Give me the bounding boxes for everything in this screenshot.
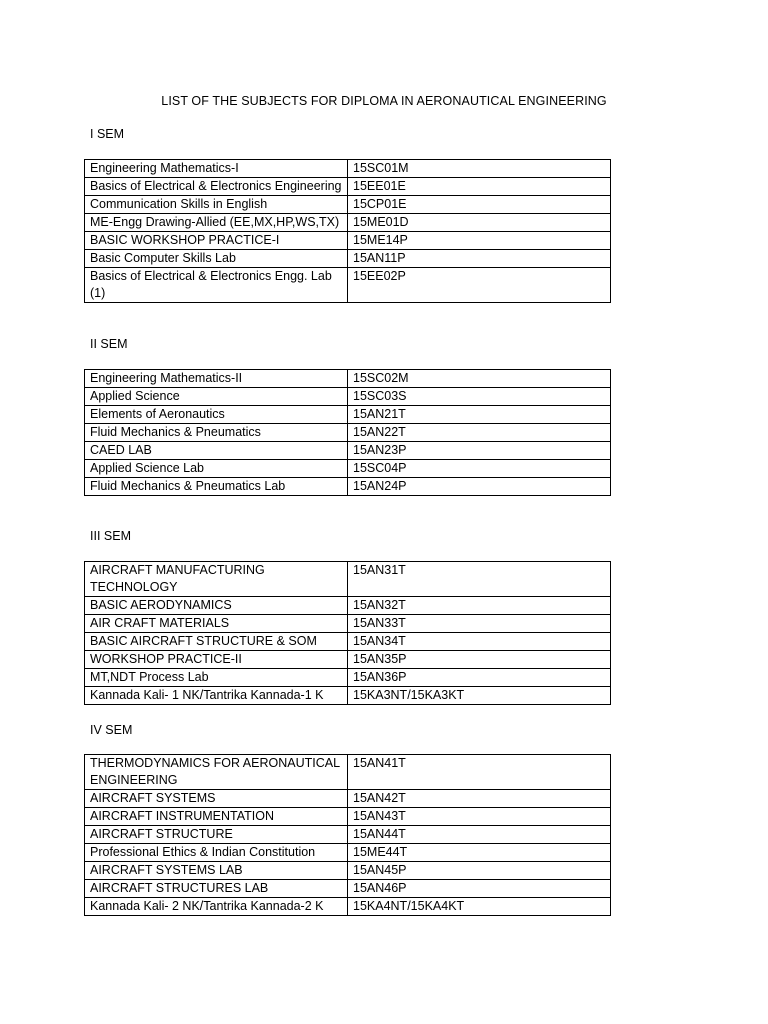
sem-3-table: [84, 561, 611, 705]
subject-cell: BASIC WORKSHOP PRACTICE-I: [85, 232, 348, 250]
subject-cell: AIRCRAFT STRUCTURE: [85, 826, 348, 844]
table-row: [85, 687, 611, 705]
page-title: LIST OF THE SUBJECTS FOR DIPLOMA IN AERONAUTICAL ENGINEERING: [161, 94, 607, 108]
code-cell: 15AN35P: [348, 651, 611, 669]
table-row: [85, 214, 611, 232]
subject-cell: Fluid Mechanics & Pneumatics: [85, 424, 348, 442]
subject-cell: Basic Computer Skills Lab: [85, 250, 348, 268]
table-row: [85, 160, 611, 178]
subject-cell: Applied Science: [85, 388, 348, 406]
table-row: [85, 898, 611, 916]
subject-cell: AIRCRAFT INSTRUMENTATION: [85, 808, 348, 826]
code-cell: 15EE01E: [348, 178, 611, 196]
code-cell: 15AN21T: [348, 406, 611, 424]
code-cell: 15ME44T: [348, 844, 611, 862]
code-cell: 15AN33T: [348, 615, 611, 633]
code-cell: 15KA4NT/15KA4KT: [348, 898, 611, 916]
code-cell: 15SC04P: [348, 460, 611, 478]
sem-2-heading: II SEM: [90, 337, 128, 351]
table-row: [85, 790, 611, 808]
code-cell: 15AN11P: [348, 250, 611, 268]
subject-cell: Applied Science Lab: [85, 460, 348, 478]
table-row: [85, 808, 611, 826]
table-row: [85, 826, 611, 844]
table-row: [85, 844, 611, 862]
table-row: [85, 880, 611, 898]
table-row: [85, 597, 611, 615]
code-cell: 15AN45P: [348, 862, 611, 880]
subject-cell: BASIC AIRCRAFT STRUCTURE & SOM: [85, 633, 348, 651]
subject-cell: AIRCRAFT SYSTEMS LAB: [85, 862, 348, 880]
code-cell: 15SC02M: [348, 370, 611, 388]
table-row: [85, 178, 611, 196]
table-row: [85, 232, 611, 250]
code-cell: 15AN34T: [348, 633, 611, 651]
table-row: [85, 406, 611, 424]
code-cell: 15ME14P: [348, 232, 611, 250]
code-cell: 15EE02P: [348, 268, 611, 303]
subject-cell: Kannada Kali- 2 NK/Tantrika Kannada-2 K: [85, 898, 348, 916]
subject-cell: ME-Engg Drawing-Allied (EE,MX,HP,WS,TX): [85, 214, 348, 232]
subject-cell: THERMODYNAMICS FOR AERONAUTICAL ENGINEERING: [85, 755, 348, 790]
code-cell: 15AN42T: [348, 790, 611, 808]
table-row: [85, 615, 611, 633]
code-cell: 15AN31T: [348, 562, 611, 597]
subject-cell: MT,NDT Process Lab: [85, 669, 348, 687]
code-cell: 15SC03S: [348, 388, 611, 406]
code-cell: 15AN41T: [348, 755, 611, 790]
table-row: [85, 633, 611, 651]
subject-cell: Communication Skills in English: [85, 196, 348, 214]
code-cell: 15AN46P: [348, 880, 611, 898]
sem-1-table: [84, 159, 611, 303]
table-row: [85, 250, 611, 268]
table-row: [85, 755, 611, 790]
code-cell: 15AN23P: [348, 442, 611, 460]
sem-3-heading: III SEM: [90, 529, 131, 543]
table-row: [85, 651, 611, 669]
subject-cell: Basics of Electrical & Electronics Engineering: [85, 178, 348, 196]
sem-4-table: [84, 754, 611, 916]
subject-cell: AIRCRAFT MANUFACTURING TECHNOLOGY: [85, 562, 348, 597]
table-row: [85, 478, 611, 496]
code-cell: 15AN22T: [348, 424, 611, 442]
code-cell: 15AN32T: [348, 597, 611, 615]
code-cell: 15AN44T: [348, 826, 611, 844]
table-row: [85, 669, 611, 687]
subject-cell: Engineering Mathematics-II: [85, 370, 348, 388]
subject-cell: CAED LAB: [85, 442, 348, 460]
table-row: [85, 370, 611, 388]
table-row: [85, 562, 611, 597]
subject-cell: Elements of Aeronautics: [85, 406, 348, 424]
code-cell: 15AN36P: [348, 669, 611, 687]
subject-cell: Professional Ethics & Indian Constitution: [85, 844, 348, 862]
subject-cell: Fluid Mechanics & Pneumatics Lab: [85, 478, 348, 496]
table-row: [85, 424, 611, 442]
subject-cell: AIRCRAFT STRUCTURES LAB: [85, 880, 348, 898]
table-row: [85, 388, 611, 406]
code-cell: 15AN24P: [348, 478, 611, 496]
sem-1-heading: I SEM: [90, 127, 125, 141]
code-cell: 15ME01D: [348, 214, 611, 232]
code-cell: 15SC01M: [348, 160, 611, 178]
subject-cell: Basics of Electrical & Electronics Engg. Lab (1): [85, 268, 348, 303]
table-row: [85, 460, 611, 478]
subject-cell: WORKSHOP PRACTICE-II: [85, 651, 348, 669]
subject-cell: Kannada Kali- 1 NK/Tantrika Kannada-1 K: [85, 687, 348, 705]
table-row: [85, 268, 611, 303]
subject-cell: AIRCRAFT SYSTEMS: [85, 790, 348, 808]
sem-2-table: [84, 369, 611, 496]
subject-cell: AIR CRAFT MATERIALS: [85, 615, 348, 633]
code-cell: 15CP01E: [348, 196, 611, 214]
table-row: [85, 862, 611, 880]
subject-cell: Engineering Mathematics-I: [85, 160, 348, 178]
code-cell: 15KA3NT/15KA3KT: [348, 687, 611, 705]
sem-4-heading: IV SEM: [90, 723, 133, 737]
subject-cell: BASIC AERODYNAMICS: [85, 597, 348, 615]
code-cell: 15AN43T: [348, 808, 611, 826]
table-row: [85, 196, 611, 214]
table-row: [85, 442, 611, 460]
